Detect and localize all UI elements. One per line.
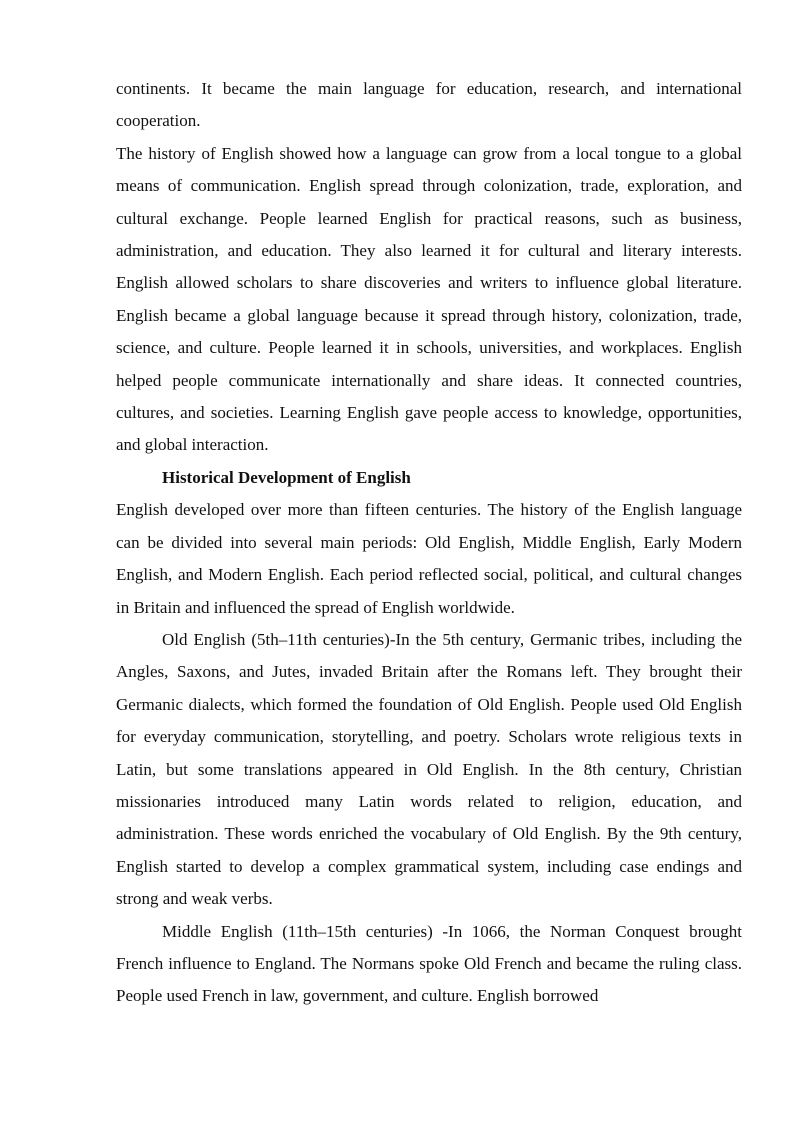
paragraph-periods-overview: English developed over more than fifteen centuries. The history of the English language can be divided into several main periods: Old English, Middle English, Early Modern English, and Modern English. Each period reflected social, political, and cultural changes in Britain and influenced the spread of English worldwide. [116,500,742,617]
paragraph-continuation: continents. It became the main language for education, research, and international cooperation. [116,79,742,131]
paragraph-old-english: Old English (5th–11th centuries)-In the 5th century, Germanic tribes, including the Angles, Saxons, and Jutes, invaded Britain after the Romans left. They brought their Germanic dialects, which formed the foundation of Old English. People used Old English for everyday communication, storytelling, and poetry. Scholars wrote religious texts in Latin, but some translations appeared in Old English. In the 8th century, Christian missionaries introduced many Latin words related to religion, education, and administration. These words enriched the vocabulary of Old English. By the 9th century, English started to develop a complex grammatical system, including case endings and strong and weak verbs. [116,629,742,909]
document-body [116,73,742,1013]
section-heading: Historical Development of English [162,467,411,487]
paragraph-history-of-english: The history of English showed how a language can grow from a local tongue to a global means of communication. English spread through colonization, trade, exploration, and cultural exchange. People learned English for practical reasons, such as business, administration, and education. They also learned it for cultural and literary interests. English allowed scholars to share discoveries and writers to influence global literature. English became a global language because it spread through history, colonization, trade, science, and culture. People learned it in schools, universities, and workplaces. English helped people communicate internationally and share ideas. It connected countries, cultures, and societies. Learning English gave people access to knowledge, opportunities, and global interaction. [116,143,742,455]
paragraph-middle-english: Middle English (11th–15th centuries) -In 1066, the Norman Conquest brought French influence to England. The Normans spoke Old French and became the ruling class. People used French in law, government, and culture. English borrowed [116,921,742,1006]
